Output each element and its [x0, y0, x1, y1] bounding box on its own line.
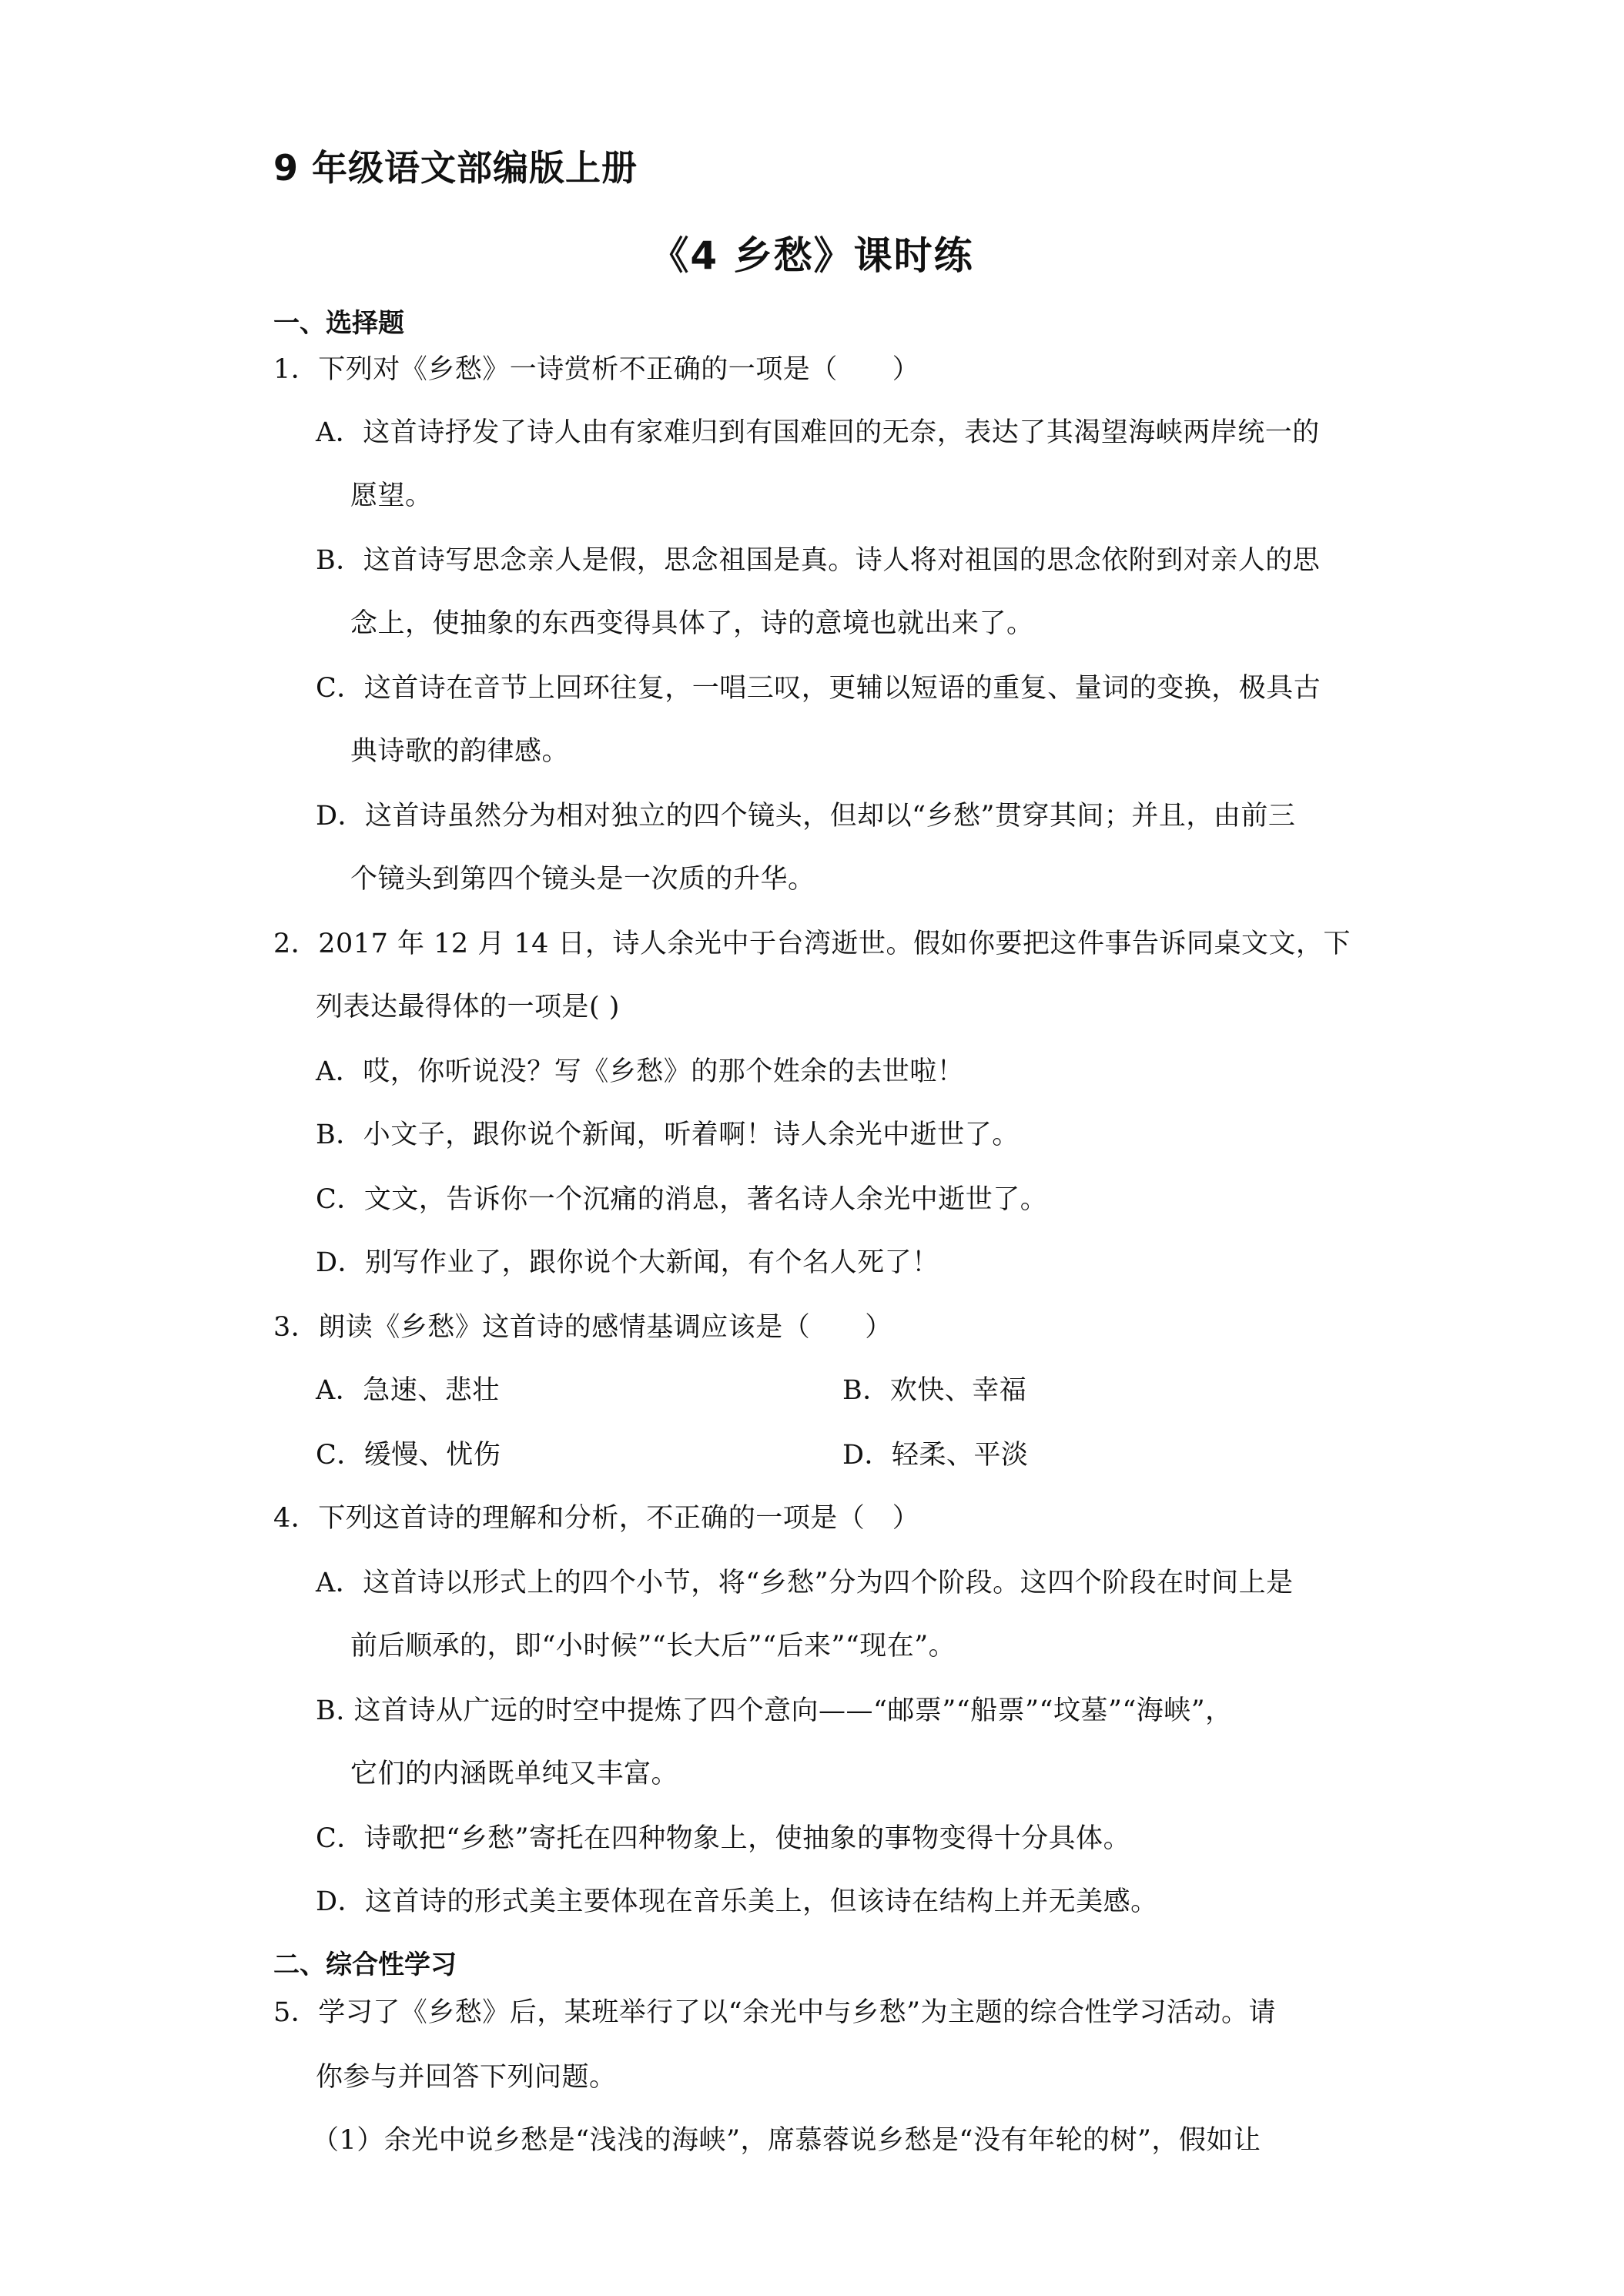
- question-2-option-d: D．别写作业了，跟你说个大新闻，有个名人死了！: [316, 1247, 939, 1278]
- question-4-stem: 4．下列这首诗的理解和分析，不正确的一项是（ ）: [273, 1503, 920, 1534]
- question-2-stem-cont: 列表达最得体的一项是( ): [316, 992, 620, 1022]
- question-4-option-b: B. 这首诗从广远的时空中提炼了四个意向——“邮票”“船票”“坟墓”“海峡”，: [316, 1695, 1233, 1726]
- question-1-option-d: D．这首诗虽然分为相对独立的四个镜头，但却以“乡愁”贯穿其间；并且，由前三: [316, 801, 1296, 832]
- question-1-option-a-cont: 愿望。: [350, 480, 433, 511]
- question-3-option-a: A．急速、悲壮: [316, 1375, 500, 1406]
- question-4-option-d: D．这首诗的形式美主要体现在音乐美上，但该诗在结构上并无美感。: [316, 1886, 1158, 1917]
- question-2-stem: 2．2017 年 12 月 14 日，诗人余光中于台湾逝世。假如你要把这件事告诉同桌文文，下: [273, 929, 1351, 959]
- grade-title: 9 年级语文部编版上册: [273, 147, 638, 189]
- question-2-option-c: C．文文，告诉你一个沉痛的消息，著名诗人余光中逝世了。: [316, 1184, 1048, 1215]
- question-1-option-a: A．这首诗抒发了诗人由有家难归到有国难回的无奈，表达了其渴望海峡两岸统一的: [316, 417, 1320, 448]
- question-3-option-d: D．轻柔、平淡: [842, 1440, 1029, 1471]
- question-2-option-a: A．哎，你听说没？写《乡愁》的那个姓余的去世啦！: [316, 1056, 965, 1087]
- question-1-option-b-cont: 念上，使抽象的东西变得具体了，诗的意境也就出来了。: [350, 608, 1034, 639]
- question-1-option-b: B．这首诗写思念亲人是假，思念祖国是真。诗人将对祖国的思念依附到对亲人的思: [316, 545, 1321, 576]
- question-1-option-c-cont: 典诗歌的韵律感。: [350, 736, 570, 767]
- question-5-stem-cont: 你参与并回答下列问题。: [316, 2062, 617, 2093]
- question-5-sub-1: （1）余光中说乡愁是“浅浅的海峡”，席慕蓉说乡愁是“没有年轮的树”，假如让: [312, 2125, 1261, 2156]
- question-1-option-d-cont: 个镜头到第四个镜头是一次质的升华。: [350, 864, 815, 895]
- question-1-option-c: C．这首诗在音节上回环往复，一唱三叹，更辅以短语的重复、量词的变换，极具古: [316, 673, 1321, 704]
- section-heading-comprehensive: 二、综合性学习: [273, 1950, 457, 1980]
- question-3-option-c: C．缓慢、忧伤: [316, 1440, 501, 1471]
- section-heading-choice: 一、选择题: [273, 308, 404, 339]
- page-title: 《4 乡愁》课时练: [650, 233, 974, 278]
- question-3-option-b: B．欢快、幸福: [842, 1375, 1027, 1406]
- question-2-option-b: B．小文子，跟你说个新闻，听着啊！诗人余光中逝世了。: [316, 1120, 1020, 1150]
- question-4-option-a-cont: 前后顺承的，即“小时候”“长大后”“后来”“现在”。: [350, 1631, 956, 1662]
- question-4-option-a: A．这首诗以形式上的四个小节，将“乡愁”分为四个阶段。这四个阶段在时间上是: [316, 1568, 1294, 1598]
- question-5-stem: 5．学习了《乡愁》后，某班举行了以“余光中与乡愁”为主题的综合性学习活动。请: [273, 1997, 1277, 2028]
- question-3-stem: 3．朗读《乡愁》这首诗的感情基调应该是（ ）: [273, 1312, 892, 1343]
- question-4-option-b-cont: 它们的内涵既单纯又丰富。: [350, 1759, 679, 1789]
- question-4-option-c: C．诗歌把“乡愁”寄托在四种物象上，使抽象的事物变得十分具体。: [316, 1823, 1131, 1854]
- question-1-stem: 1．下列对《乡愁》一诗赏析不正确的一项是（ ）: [273, 354, 920, 385]
